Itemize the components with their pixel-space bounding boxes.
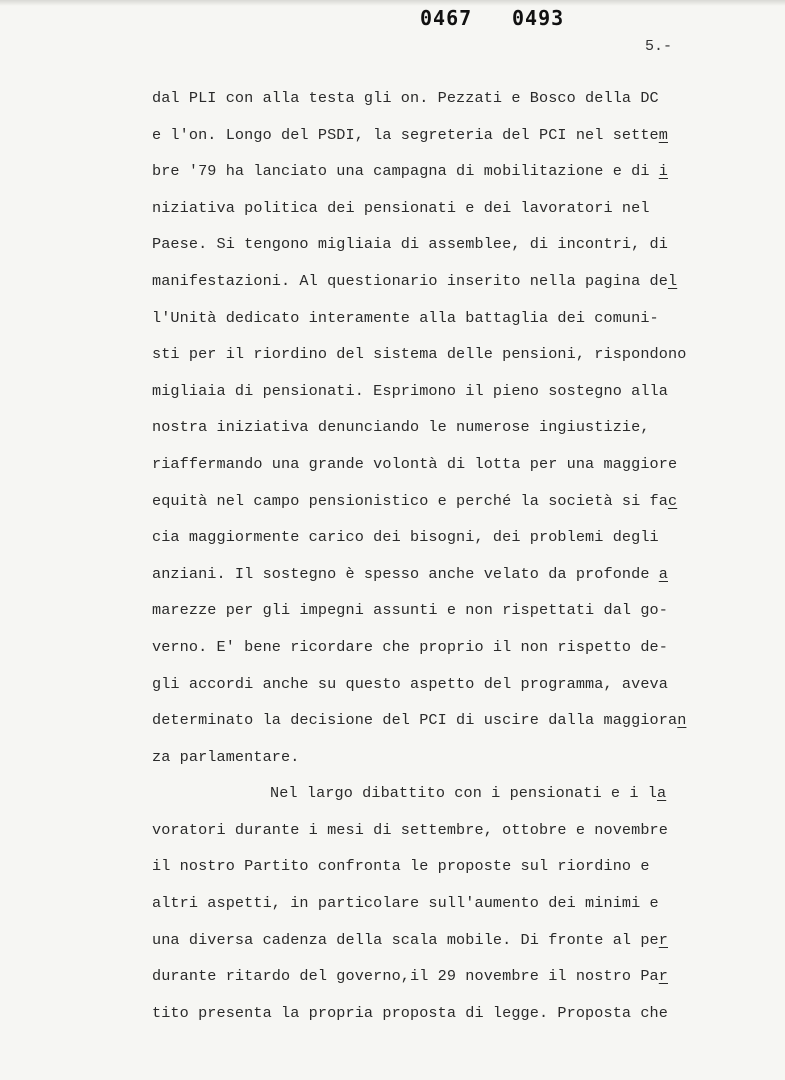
text-line: equità nel campo pensionistico e perché la società si fac <box>152 491 678 510</box>
text-line: dal PLI con alla testa gli on. Pezzati e Bosco della DC <box>152 89 659 107</box>
text-line: niziativa politica dei pensionati e dei lavoratori nel <box>152 198 650 217</box>
document-body <box>152 80 752 1031</box>
text-line: determinato la decisione del PCI di uscire dalla maggioran <box>152 711 687 730</box>
underlined-hyphen-letter: r <box>658 930 668 949</box>
text-line: Nel largo dibattito con i pensionati e i la <box>270 784 667 803</box>
text-line: cia maggiormente carico dei bisogni, dei problemi degli <box>152 528 659 547</box>
text-line: una diversa cadenza della scala mobile. Di fronte al per <box>152 930 668 949</box>
underlined-hyphen-letter: c <box>667 491 678 510</box>
text-line: tito presenta la propria proposta di legge. Proposta che <box>152 1003 668 1022</box>
text-line: manifestazioni. Al questionario inserito nella pagina del <box>152 271 678 290</box>
text-line: durante ritardo del governo,il 29 novembre il nostro Par <box>152 967 668 986</box>
underlined-hyphen-letter: a <box>658 564 668 583</box>
text-line: marezze per gli impegni assunti e non rispettati dal go- <box>152 601 668 620</box>
text-line: verno. E' bene ricordare che proprio il non rispetto de- <box>152 637 668 656</box>
text-line: altri aspetti, in particolare sull'aumento dei minimi e <box>152 894 659 913</box>
archive-stamp-number: 0493 <box>512 6 565 30</box>
text-line: gli accordi anche su questo aspetto del programma, aveva <box>152 674 668 693</box>
scan-edge <box>0 0 785 6</box>
text-line: l'Unità dedicato interamente alla battaglia dei comuni- <box>152 308 659 327</box>
paragraph <box>152 775 752 1031</box>
paragraph <box>152 80 752 775</box>
text-line: riaffermando una grande volontà di lotta per una maggiore <box>152 454 678 473</box>
text-line: nostra iniziativa denunciando le numerose ingiustizie, <box>152 418 650 437</box>
text-line: migliaia di pensionati. Esprimono il pieno sostegno alla <box>152 381 668 400</box>
text-line: bre '79 ha lanciato una campagna di mobilitazione e di i <box>152 162 668 181</box>
underlined-hyphen-letter: r <box>658 967 668 986</box>
text-line: e l'on. Longo del PSDI, la segreteria del PCI nel settem <box>152 125 668 144</box>
page-number: 5.- <box>645 38 673 55</box>
archive-stamp-number: 0467 <box>420 6 473 30</box>
text-line: Paese. Si tengono migliaia di assemblee, di incontri, di <box>152 235 668 254</box>
underlined-hyphen-letter: a <box>657 784 667 803</box>
text-line: sti per il riordino del sistema delle pensioni, rispondono <box>152 345 687 364</box>
underlined-hyphen-letter: n <box>677 711 687 730</box>
underlined-hyphen-letter: l <box>667 271 678 290</box>
text-line: voratori durante i mesi di settembre, ottobre e novembre <box>152 820 668 839</box>
underlined-hyphen-letter: i <box>658 162 668 181</box>
text-line: anziani. Il sostegno è spesso anche velato da profonde a <box>152 564 668 583</box>
underlined-hyphen-letter: m <box>658 125 668 144</box>
text-line: il nostro Partito confronta le proposte sul riordino e <box>152 857 650 876</box>
text-line: za parlamentare. <box>152 747 300 766</box>
